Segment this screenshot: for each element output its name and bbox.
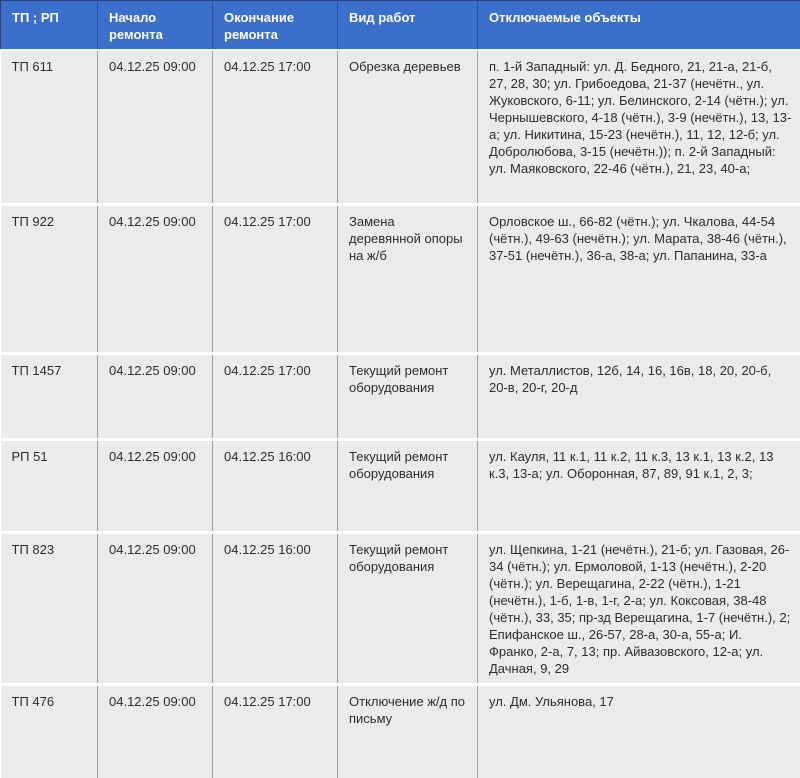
header-end: Окончание ремонта	[213, 1, 338, 51]
work-type-cell: Текущий ремонт оборудования	[338, 439, 478, 532]
objects-cell: ул. Щепкина, 1-21 (нечётн.), 21-б; ул. Газовая, 26-34 (чётн.); ул. Ермоловой, 1-13 (нечётн.), 2-20 (чётн.); ул. Верещагина, 2-22 (чётн.), 1-21 (нечётн.), 1-б, 1-в, 1-г, 2-а; ул. Коксовая, 38-48 (чётн.), 33, 35; пр-зд Верещагина, 1-7 (нечётн.), 2; Епифанское ш., 26-57, 28-а, 30-а, 55-а; И. Франко, 2-а, 7, 13; пр. Айвазовского, 12-а; ул. Дачная, 9, 29	[478, 532, 800, 684]
station-cell: ТП 476	[1, 684, 98, 778]
start-cell: 04.12.25 09:00	[98, 204, 213, 353]
objects-cell: ул. Дм. Ульянова, 17	[478, 684, 800, 778]
end-cell: 04.12.25 17:00	[213, 353, 338, 439]
start-cell: 04.12.25 09:00	[98, 532, 213, 684]
start-cell: 04.12.25 09:00	[98, 684, 213, 778]
header-station: ТП ; РП	[1, 1, 98, 51]
start-cell: 04.12.25 09:00	[98, 439, 213, 532]
table-row	[1, 532, 800, 684]
start-cell: 04.12.25 09:00	[98, 353, 213, 439]
end-cell: 04.12.25 16:00	[213, 439, 338, 532]
work-type-cell: Текущий ремонт оборудования	[338, 353, 478, 439]
objects-cell: ул. Металлистов, 12б, 14, 16, 16в, 18, 20, 20-б, 20-в, 20-г, 20-д	[478, 353, 800, 439]
work-type-cell: Обрезка деревьев	[338, 50, 478, 204]
header-start: Начало ремонта	[98, 1, 213, 51]
start-cell: 04.12.25 09:00	[98, 50, 213, 204]
station-cell: РП 51	[1, 439, 98, 532]
end-cell: 04.12.25 17:00	[213, 50, 338, 204]
station-cell: ТП 823	[1, 532, 98, 684]
header-work-type: Вид работ	[338, 1, 478, 51]
objects-cell: ул. Кауля, 11 к.1, 11 к.2, 11 к.3, 13 к.1, 13 к.2, 13 к.3, 13-а; ул. Оборонная, 87, 89, 91 к.1, 2, 3;	[478, 439, 800, 532]
table-row	[1, 204, 800, 353]
work-type-cell: Отключение ж/д по письму	[338, 684, 478, 778]
objects-cell: Орловское ш., 66-82 (чётн.); ул. Чкалова, 44-54 (чётн.), 49-63 (нечётн.); ул. Марата, 38-46 (чётн.), 37-51 (нечётн.), 36-а, 38-а; ул. Папанина, 33-а	[478, 204, 800, 353]
table-header-row	[1, 1, 800, 51]
work-type-cell: Замена деревянной опоры на ж/б	[338, 204, 478, 353]
end-cell: 04.12.25 16:00	[213, 532, 338, 684]
end-cell: 04.12.25 17:00	[213, 204, 338, 353]
station-cell: ТП 611	[1, 50, 98, 204]
table-row	[1, 353, 800, 439]
end-cell: 04.12.25 17:00	[213, 684, 338, 778]
station-cell: ТП 1457	[1, 353, 98, 439]
table-row	[1, 684, 800, 778]
station-cell: ТП 922	[1, 204, 98, 353]
table-row	[1, 439, 800, 532]
table-row	[1, 50, 800, 204]
objects-cell: п. 1-й Западный: ул. Д. Бедного, 21, 21-а, 21-б, 27, 28, 30; ул. Грибоедова, 21-37 (нечётн., ул. Жуковского, 6-11; ул. Белинского, 2-14 (чётн.); ул. Чернышевского, 4-18 (чётн.), 3-9 (нечётн.), 13, 13-а; ул. Никитина, 15-23 (нечётн.), 11, 12, 12-б; ул. Добролюбова, 3-15 (нечётн.)); п. 2-й Западный: ул. Маяковского, 22-46 (чётн.), 21, 23, 40-а;	[478, 50, 800, 204]
header-objects: Отключаемые объекты	[478, 1, 800, 51]
work-type-cell: Текущий ремонт оборудования	[338, 532, 478, 684]
